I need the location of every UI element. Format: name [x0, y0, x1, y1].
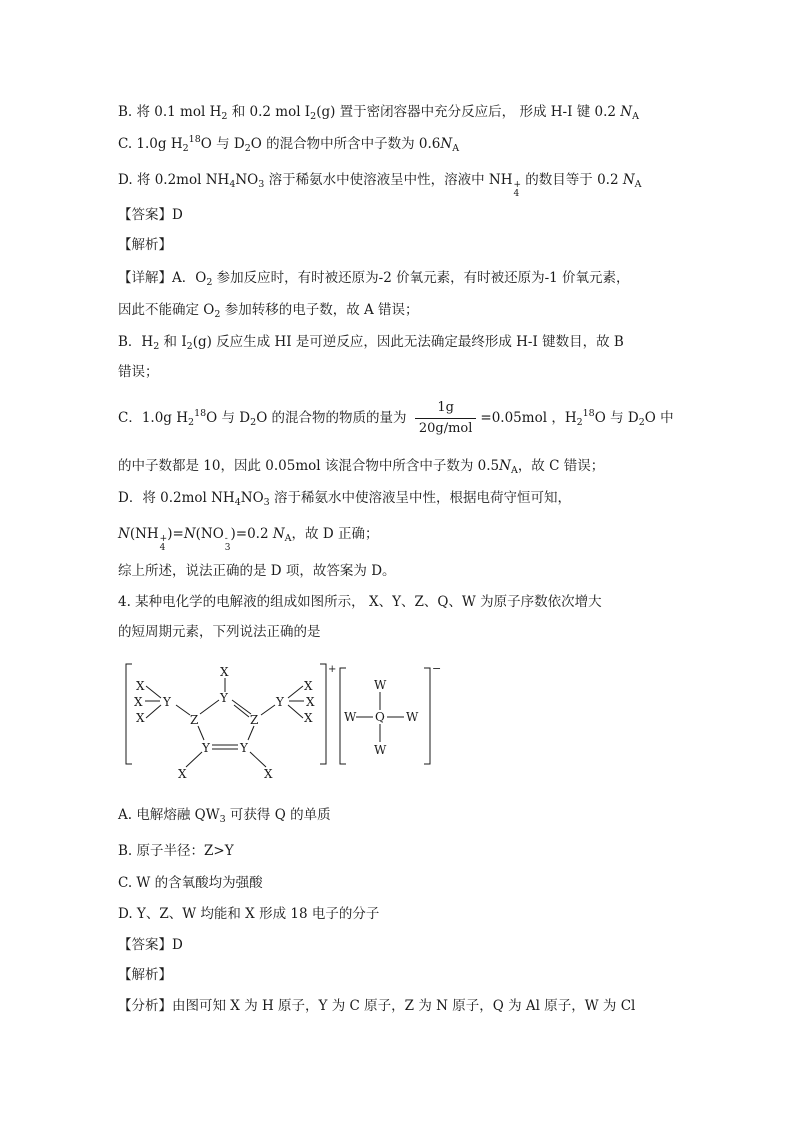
q4-option-d: D. Y、Z、W 均能和 X 形成 18 电子的分子 [118, 906, 380, 922]
detail-line-4: 错误； [118, 364, 159, 380]
analysis-label-q3: 【解析】 [118, 237, 172, 253]
atom-x: X [178, 767, 187, 781]
q4-option-c: C. W 的含氧酸均为强酸 [118, 875, 263, 891]
detail-line-6: 的中子数都是 10，因此 0.05mol 该混合物中所含中子数为 $0.5N_A$，故 C 错误； [118, 458, 605, 476]
answer-value: D [172, 937, 183, 953]
detail-line-9: 综上所述，说法正确的是 D 项，故答案为 D。 [118, 563, 396, 579]
q4-analysis-line: 【分析】由图可知 X 为 H 原子，Y 为 C 原子，Z 为 N 原子，Q 为 Al 原子，W 为 Cl [118, 998, 636, 1014]
q4-stem-line-2: 的短周期元素，下列说法正确的是 [118, 624, 321, 640]
anion-charge: − [432, 662, 442, 675]
atom-w: W [374, 743, 387, 757]
atom-x: X [264, 767, 273, 781]
analysis-label-q4: 【解析】 [118, 967, 172, 983]
atom-z: Z [250, 713, 259, 727]
atom-x: X [306, 695, 315, 709]
fraction: $\frac{1g}{\text{20g/mol}}$ [415, 400, 477, 437]
answer-line-q4 [118, 935, 183, 955]
detail-line-3: B．$H_2$ 和 $I_2(g)$ 反应生成 HI 是可逆反应，因此无法确定最终形成 H-I 键数目，故 B [118, 334, 624, 352]
detail-line-2: 因此不能确定 $O_2$ 参加转移的电子数，故 A 错误； [118, 302, 419, 320]
atom-x: X [134, 695, 143, 709]
atom-y: Y [240, 741, 248, 755]
option-c-q3: C. 1.0g $H_2^{18}O$ 与 $D_2O$ 的混合物中所含中子数为 $0.6N_A$ [118, 134, 460, 154]
atom-w: W [406, 710, 419, 724]
option-b-q3: B. 将 0.1 mol $H_2$ 和 0.2 mol $I_2(g)$ 置于密闭容器中充分反应后， 形成 H-I 键 0.2 $N_A$ [118, 104, 639, 122]
atom-q: Q [375, 710, 385, 724]
detail-line-1: 【详解】A．$O_2$ 参加反应时，有时被还原为-2 价氧元素，有时被还原为-1 价氧元素， [118, 270, 630, 288]
detail-line-8: N(NH + 4 )=N(NO - 3 )=0.2 $N_A$，故 D 正确； [118, 526, 379, 553]
atom-x: X [304, 711, 313, 725]
q4-option-b: B. 原子半径：Z>Y [118, 843, 234, 859]
cation-charge: + [328, 664, 337, 675]
atom-x: X [136, 711, 145, 725]
atom-y: Y [220, 691, 228, 705]
answer-line-q3 [118, 205, 183, 225]
option-d-q3: D. 将 0.2mol $NH_4NO_3$ 溶于稀氨水中使溶液呈中性，溶液中 NH + 4 的数目等于 0.2 $N_A$ [118, 172, 642, 199]
atom-z: Z [190, 713, 199, 727]
answer-label: 【答案】 [118, 207, 172, 223]
answer-value: D [172, 207, 183, 223]
q4-stem-line-1: 4. 某种电化学的电解液的组成如图所示， X、Y、Z、Q、W 为原子序数依次增大 [118, 594, 602, 610]
atom-w: W [344, 710, 357, 724]
atom-y: Y [202, 741, 210, 755]
answer-label: 【答案】 [118, 937, 172, 953]
q4-option-a: A. 电解熔融 $QW_3$ 可获得 Q 的单质 [118, 807, 331, 825]
atom-w: W [374, 678, 387, 692]
atom-x: X [136, 679, 145, 693]
detail-line-7: D．将 0.2mol $NH_4NO_3$ 溶于稀氨水中使溶液呈中性，根据电荷守恒可知， [118, 490, 571, 508]
atom-y: Y [276, 695, 284, 709]
detail-line-5: C．1.0g $H_2^{18}O$ 与 $D_2O$ 的混合物的物质的量为 $\frac{1g}{\text{20g/mol}}$ =0.05mol ，$H_2^{18}O$ 与 $D_2O$ 中 [118, 400, 674, 436]
atom-x: X [304, 679, 313, 693]
structure-diagram [118, 660, 448, 785]
atom-y: Y [163, 695, 171, 709]
atom-x: X [220, 665, 229, 679]
